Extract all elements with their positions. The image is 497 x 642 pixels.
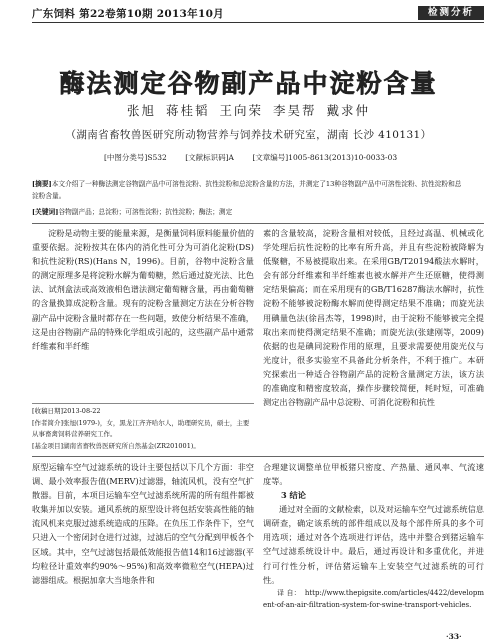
abstract-rule <box>32 223 484 224</box>
reference-url: http://www.thepigsite.com/articles/4422/development-of-an-air-filtration-system-for-swine-transport-vehicles. <box>263 588 484 609</box>
keywords <box>32 206 466 218</box>
keywords-text: 谷物副产品；总淀粉；可溶性淀粉；抗性淀粉；酶法；测定 <box>58 208 233 216</box>
conclusion-heading: 3 结论 <box>281 490 306 501</box>
abstract-text: 本文介绍了一种酶法测定谷物副产品中可溶性淀粉、抗性淀粉和总淀粉含量的方法，并测定了13种谷物副产品中可溶性淀粉、抗性淀粉和总淀粉含量。 <box>32 180 462 200</box>
journal-info: 广东饲料 第22卷第10期 2013年10月 <box>32 8 224 20</box>
article-number: [文章编号]1005-8613(2013)10-0033-03 <box>252 153 398 162</box>
method-paragraph: 素的含量较高，淀粉含量相对较低，且经过高温、机械或化学处理后抗性淀粉的比率有所升高，并且有些淀粉被降解为低聚糖，不易被提取出来。在采用GB/T20194酸法水解时，会有部分纤维素和半纤维素也被水解并产生还原糖，使得测定结果偏高；而在采用现有的GB/T16287酶法水解时，抗性淀粉不能够被淀粉酶水解而使得测定结果不准确；而旋光法用碘量色法(徐昌杰等，1998)时，由于淀粉不能够被完全提取出来而使得测定结果不准确；而旋光法(张建刚等，2009)依据的也是碘同淀粉作用的原理，且要求需要使用旋光仪与光度计，很多实验室不具备此分析条件，不利于推广。本研究探索出一种适合谷物副产品的淀粉含量测定方法，该方法的准确度和精密度较高，操作步骤较简便，耗时短，可准确测定出谷物副产品中总淀粉、可消化淀粉和抗性 <box>263 228 484 408</box>
page-header <box>0 0 497 24</box>
reference-label: 译 自： <box>277 588 301 597</box>
intro-paragraph: 淀粉是动物主要的能量来源，是衡量饲料原料能量价值的重要依据。淀粉按其在体内的消化性可分为可消化淀粉(DS)和抗性淀粉(RS)(Hans N，1996)。目前，谷物中淀粉含量的测定原理多是将淀粉水解为葡萄糖，然后通过旋光法、比色法、试剂盒法或高效液相色谱法测定葡萄糖含量，再由葡萄糖的含量换算成淀粉含量。现有的淀粉含量测定方法在分析谷物副产品中淀粉含量时都存在一些问题，致使分析结果不准确，这是由谷物副产品的特殊化学组成引起的，这些副产品中通常纤维素和半纤维 <box>32 228 254 351</box>
article-authors: 张旭 蒋桂韬 王向荣 李昊帮 戴求仲 <box>127 103 370 118</box>
abstract-label: [摘要] <box>32 180 52 188</box>
author-bio: [作者简介]张旭(1979-)，女，黑龙江齐齐哈尔人，助理研究员，硕士，主要从事畜禽饲料营养研究工作。 <box>32 418 250 438</box>
page-number: ·33· <box>446 632 462 641</box>
body-column-left-top <box>32 226 254 396</box>
header-rule <box>32 22 484 23</box>
section-badge: 检测分析 <box>418 6 484 20</box>
article-title: 酶法测定谷物副产品中淀粉含量 <box>59 69 438 98</box>
article-separator-rule <box>32 456 484 457</box>
footnote-block <box>32 406 254 452</box>
body-column-left-bottom <box>32 460 254 630</box>
footnote-rule <box>32 403 254 404</box>
transport-paragraph-cont: 合理建议调整单位甲板猪只密度、产热量、通风率、气流速度等。 <box>263 462 484 487</box>
fund-info: [基金项目]湖南省畜牧兽医研究所自然基金(ZR201001)。 <box>32 441 200 450</box>
body-column-right-bottom <box>263 460 484 632</box>
article-affiliation: （湖南省畜牧兽医研究所动物营养与饲养技术研究室，湖南 长沙 410131） <box>65 129 432 141</box>
clc-number: [中图分类号]S532 <box>104 153 167 162</box>
received-date: [收稿日期]2013-08-22 <box>32 407 101 415</box>
reference <box>263 587 484 611</box>
keywords-label: [关键词] <box>32 208 59 216</box>
body-column-right-top <box>263 226 484 452</box>
document-code: [文献标识码]A <box>185 153 234 162</box>
transport-paragraph: 原型运输车空气过滤系统的设计主要包括以下几个方面：非空调、最小效率报告值(MERV)过滤器，轴流风机，没有空气扩散器。目前，本项目运输车空气过滤系统所需的所有组件都被收集并加以安装。通风系统的原型设计将包括安装高性能的轴流风机来克服过滤系统造成的压降。在负压工作条件下，空气只进入一个密闭封仓进行过滤，过滤后的空气分配到甲板各个区域。其中，空气过滤包括最低效能报告值14和16过滤器(平均粒径计重效率约90%～95%)和高效率微粒空气(HEPA)过滤器组成。根据加拿大当地条件和 <box>32 462 254 585</box>
conclusion-paragraph: 通过对全面的文献检索，以及对运输车空气过滤系统信息调研查，确定该系统的部件组成以及每个部件所具的多个可用选项；通过对各个选项进行评估，选中并整合到猪运输车空气过滤系统设计中。最后，通过再设计和多重优化，并进行可行性分析，评估猪运输车上安装空气过滤系统的可行性。 <box>263 504 484 585</box>
abstract <box>32 178 466 202</box>
classification-line <box>104 152 413 163</box>
